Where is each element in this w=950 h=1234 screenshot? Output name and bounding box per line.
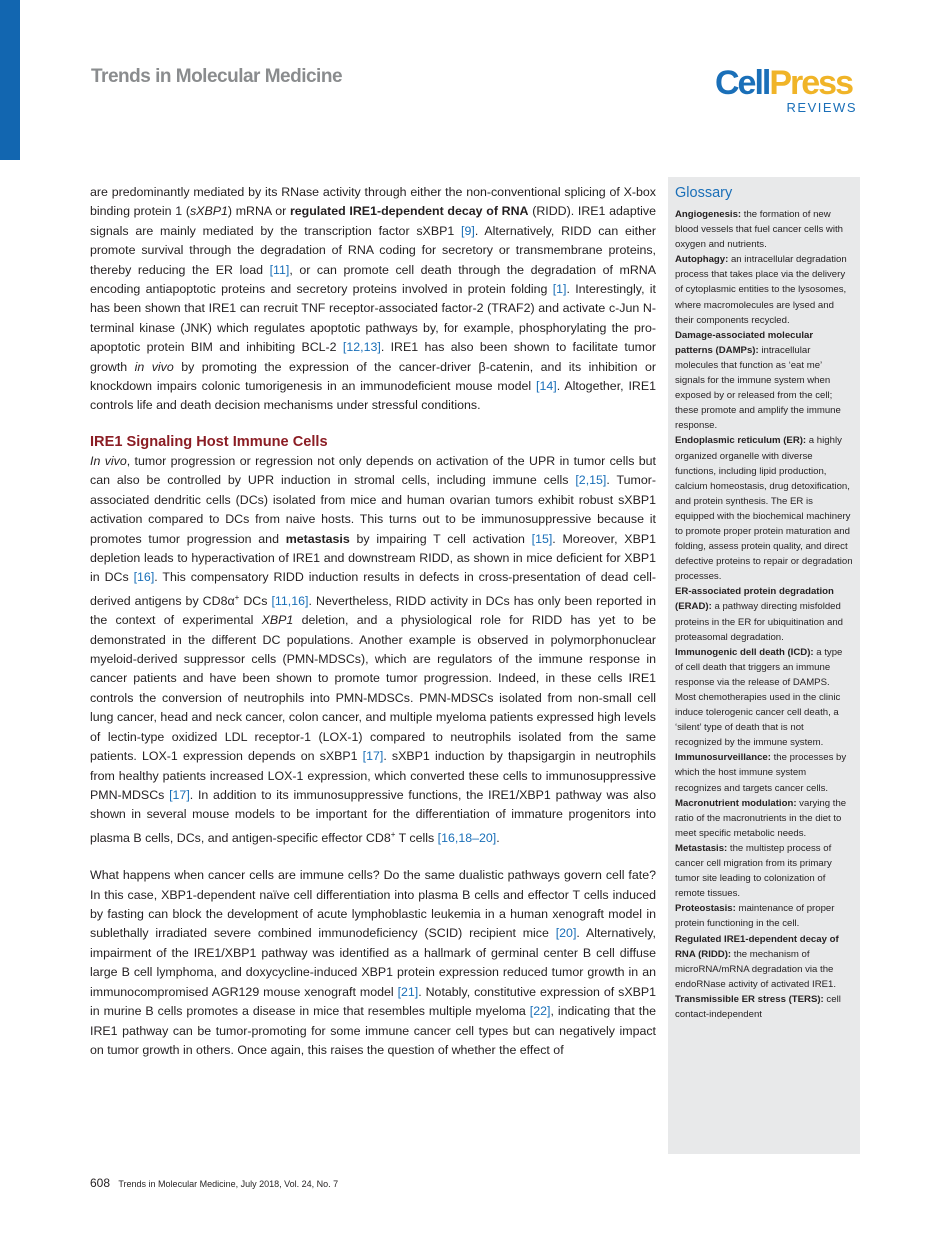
text-run: . Tumor-associated dendritic cells (DCs) isolated from mice and human ovarian tumors exhibit robust sXBP1 activation compared to DCs from naive hosts. This turns out to be immunosuppressive because it promotes tumor progression and [90,473,656,546]
glossary-definition: varying the ratio of the macronutrients in the diet to meet specific metabolic needs. [675,797,847,839]
text-run: . In addition to its immunosuppressive functions, the IRE1/XBP1 pathway was also shown in several mouse models to be important for the differentiation of immature progenitors into plasma B cells, DCs, and antigen-specific effector CD8 [90,787,656,845]
text-run: DCs [239,593,272,608]
text-run: regulated IRE1-dependent decay of RNA [289,204,529,219]
glossary-term: Endoplasmic reticulum (ER): [675,435,807,447]
glossary-entry [675,645,853,751]
text-run: deletion, and a physiological role for RIDD has yet to be demonstrated in the different DC populations. Another example is observed in polymorphonuclear myeloid-derived suppressor cells (PMN-MDSCs), which are regulators of the immune response in cancer patients and have been shown to promote tumor progression. Indeed, in these cells IRE1 controls the conversion of neutrophils into PMN-MDSCs. PMN-MDSCs isolated from non-small cell lung cancer, head and neck cancer, colon cancer, and multiple myeloma patients expressed high levels of lectin-type oxidized LDL receptor-1 (LOX-1) compared to neutrophils isolated from the same patients. LOX-1 expression depends on sXBP1 [90,613,656,764]
text-run: , or can promote cell death through the degradation of mRNA encoding antiapoptotic proteins and secretory proteins involved in protein folding [90,262,656,297]
footer-citation: Trends in Molecular Medicine, July 2018, Vol. 24, No. 7 [118,1179,339,1189]
citation-link[interactable]: [17] [169,787,190,802]
text-run: , indicating that the IRE1 pathway can be tumor-promoting for some immune cancer cell types but can negatively impact on tumor growth in others. Once again, this raises the question of whether the effect of [90,1004,656,1057]
citation-link[interactable]: [15] [531,531,553,546]
text-run: . This compensatory RIDD induction results in defects in cross-presentation of dead cell-derived antigens by CD8α [90,570,656,608]
citation-link[interactable]: [20] [555,926,577,941]
citation-link[interactable]: [1] [552,282,567,297]
glossary-term: Regulated IRE1-dependent decay of RNA (RIDD): [675,933,839,960]
glossary-entry [675,992,853,1022]
citation-link[interactable]: [14] [536,379,557,394]
glossary-term: Immunogenic dell death (ICD): [675,646,814,658]
text-run: . [496,830,500,845]
glossary-definition: a highly organized organelle with diverse functions, including lipid production, calcium homeostasis, drug detoxification, and protein synthesis. The ER is equipped with the biochemical machinery to promote proper protein maturation and folding, assess protein quality, and direct defective proteins to repair or degradation processes. [675,435,853,583]
glossary-entry [675,252,853,327]
text-run: . Altogether, IRE1 controls life and death decision mechanisms under stressful conditions. [90,379,656,413]
glossary-entry [675,207,853,252]
text-run: What happens when cancer cells are immune cells? Do the same dualistic pathways govern cell fate? In this case, XBP1-dependent naïve cell differentiation into plasma B cells and effector T cells induced by fasting can block the development of acute lymphoblastic leukemia in a human xenograft model in sublethally irradiated severe combined immunodeficiency (SCID) recipient mice [90,868,656,941]
text-run: metastasis [285,531,350,546]
page-footer [90,1176,338,1190]
glossary-definition: the multistep process of cancer cell migration from its primary tumor site leading to colonization of remote tissues. [675,842,832,900]
page-number: 608 [90,1176,111,1190]
glossary-definition: cell contact-independent [675,993,841,1020]
glossary-title: Glossary [675,185,733,201]
text-run: , tumor progression or regression not only depends on activation of the UPR in tumor cells but can also be controlled by UPR induction in stromal cells, including immune cells [90,453,656,488]
paragraph-3 [90,866,656,1060]
logo-reviews: REVIEWS [786,100,857,115]
text-run: . IRE1 has also been shown to facilitate tumor growth [90,340,657,374]
glossary-definition: a type of cell death that triggers an immune response via the release of DAMPS. Most chemotherapies used in the clinic induce tolerogenic cancer cell death, a ‘silent’ type of death that is not recognized by the immune system. [675,646,843,749]
glossary-definition: a pathway directing misfolded proteins in the ER for ubiquitination and proteasomal degradation. [675,601,843,643]
text-run: ) mRNA or [227,204,290,219]
citation-link[interactable]: [16] [133,570,155,585]
glossary-definition: the formation of new blood vessels that fuel cancer cells with oxygen and nutrients. [675,209,843,251]
glossary-term: Metastasis: [675,842,728,854]
text-run: . Alternatively, impairment of the IRE1/XBP1 pathway was identified as a hallmark of germinal center B cell diffuse large B cell lymphoma, and doxycycline-induced XBP1 protein expression reduced tumor growth in an immunocompromised AGR129 mouse xenograft model [90,926,656,999]
side-color-bar [0,0,20,160]
glossary-entry [675,932,853,992]
citation-link[interactable]: [9] [461,223,475,238]
text-run: (RIDD). IRE1 adaptive signals are mainly mediated by the transcription factor sXBP1 [90,204,656,238]
glossary-term: Macronutrient modulation: [675,797,797,809]
text-run: . Alternatively, RIDD can either promote survival through the degradation of RNA coding for secretory or transmembrane proteins, thereby reducing the ER load [90,223,656,277]
text-run: sXBP1 [189,204,228,219]
citation-link[interactable]: [17] [362,749,384,764]
text-run: + [390,829,396,839]
section-heading: IRE1 Signaling Host Immune Cells [90,433,328,450]
cellpress-logo [715,66,865,122]
glossary-entry [675,796,853,841]
glossary-list [675,207,853,1022]
glossary-term: Damage-associated molecular patterns (DAMPs): [675,329,814,356]
glossary-term: ER-associated protein degradation (ERAD): [675,586,834,613]
text-run: . Interestingly, it has been shown that IRE1 can recruit TNF receptor-associated factor-2 (TRAF2) and activate c-Jun N-terminal kinase (JNK) which regulates apoptotic pathways by, for example, phosphorylating the pro-apoptotic protein BIM and inhibiting BCL-2 [90,282,656,355]
glossary-definition: maintenance of proper protein functioning in the cell. [675,903,835,930]
citation-link[interactable]: [16,18–20] [437,830,497,845]
glossary-entry [675,584,853,644]
citation-link[interactable]: [22] [529,1004,551,1019]
glossary-box [668,177,860,1154]
citation-link[interactable]: [12,13] [342,340,381,355]
glossary-term: Proteostasis: [675,903,736,915]
text-run: T cells [395,830,438,845]
glossary-definition: the processes by which the host immune system recognizes and targets cancer cells. [675,752,847,794]
glossary-definition: intracellular molecules that function as ‘eat me’ signals for the immune system when exposed by or released from the cell; these promote and amplify the immune response. [675,344,841,432]
text-run: XBP1 [261,613,294,628]
citation-link[interactable]: [11] [269,262,290,277]
text-run: . Moreover, XBP1 depletion leads to hyperactivation of IRE1 and downstream RIDD, as shown in mice deficient for XBP1 in DCs [90,531,656,585]
glossary-term: Immunosurveillance: [675,752,771,764]
glossary-entry [675,901,853,931]
citation-link[interactable]: [21] [397,984,419,999]
citation-link[interactable]: [11,16] [271,593,309,608]
logo-word-press: Press [769,64,852,102]
glossary-definition: the mechanism of microRNA/mRNA degradation via the endoRNase activity of activated IRE1. [675,948,837,990]
glossary-entry [675,750,853,795]
text-run: by promoting the expression of the cancer-driver β-catenin, and its inhibition or knockdown impairs colonic tumorigenesis in an immunodeficient mouse model [90,359,656,394]
glossary-term: Autophagy: [675,254,729,266]
paragraph-2 [90,452,656,848]
glossary-entry [675,433,853,584]
logo-wordmark [715,66,865,100]
glossary-definition: an intracellular degradation process that takes place via the delivery of cytoplasmic entities to the lysosomes, where macromolecules are lysed and their components recycled. [675,254,847,326]
text-run: + [234,592,240,602]
paragraph-gap [90,848,656,866]
text-run: . Notably, constitutive expression of sXBP1 in murine B cells promotes a disease in mice that resembles multiple myeloma [90,984,657,1019]
text-run: by impairing T cell activation [349,531,532,546]
text-run: In vivo [90,453,127,468]
text-run: in vivo [134,359,174,374]
main-column [90,183,656,1060]
text-run: are predominantly mediated by its RNase activity through either the non-conventional splicing of X-box binding protein 1 ( [90,185,656,219]
logo-word-cell: Cell [715,64,770,102]
text-run: . Nevertheless, RIDD activity in DCs has only been reported in the context of experimental [90,593,656,628]
glossary-term: Angiogenesis: [675,209,742,220]
citation-link[interactable]: [2,15] [575,473,607,488]
paragraph-1 [90,183,656,416]
journal-title: Trends in Molecular Medicine [91,66,343,87]
glossary-entry [675,841,853,901]
glossary-entry [675,328,853,434]
glossary-term: Transmissible ER stress (TERS): [675,993,824,1005]
text-run: . sXBP1 induction by thapsigargin in neutrophils from healthy patients increased LOX-1 expression, which converted these cells to immunosuppressive PMN-MDSCs [90,749,657,802]
